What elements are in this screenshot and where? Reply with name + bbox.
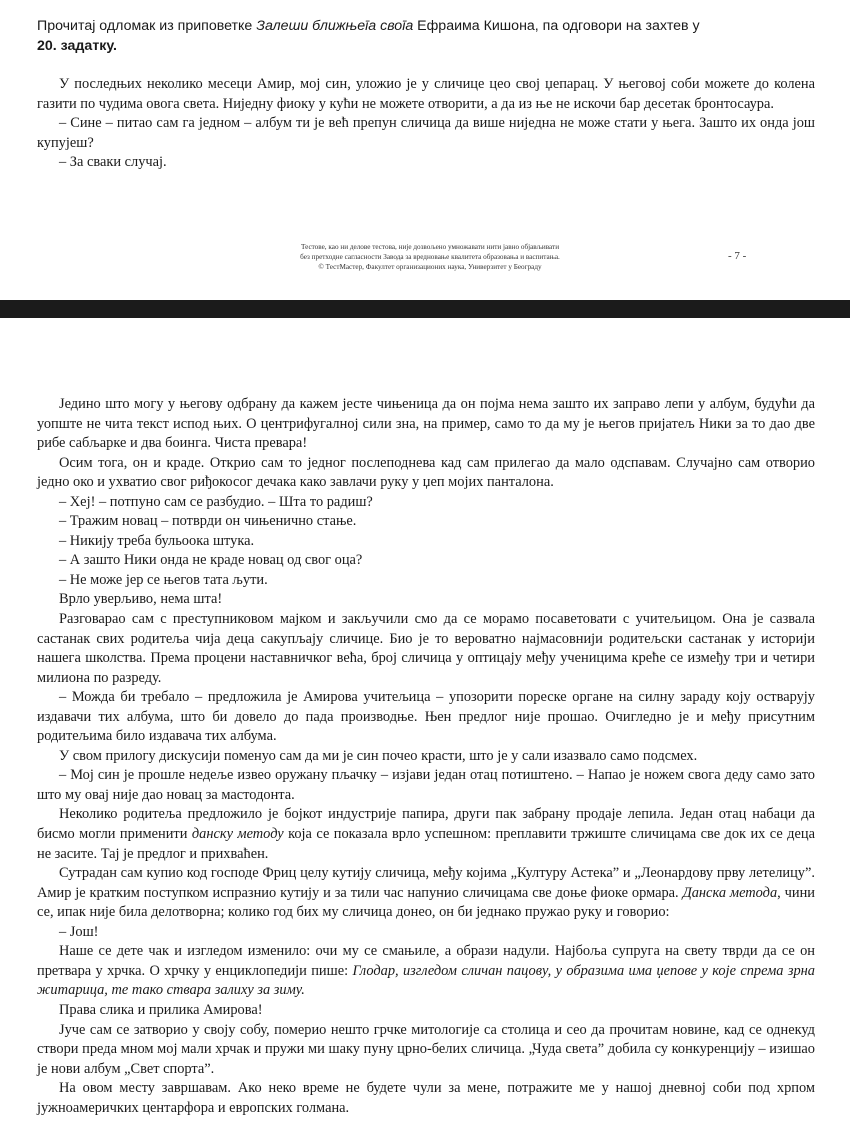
page-number: - 7 - (728, 250, 747, 262)
dialogue-line: – Још! (59, 923, 99, 940)
paragraph: Врло уверљиво, нема шта! (59, 591, 223, 608)
paragraph: У свом прилогу дискусији поменуо сам да ми је син почео красти, што је у сали изазвало само подсмех. (59, 747, 698, 764)
dialogue-line: – Тражим новац – потврди он чињенично стање. (59, 513, 357, 530)
footer-line: © ТестМастер, Факултет организационих наука, Универзитет у Београду (318, 263, 542, 271)
paragraph: Права слика и прилика Амирова! (59, 1001, 263, 1018)
italic-text: Данска метода (682, 884, 778, 901)
paragraph: – Можда би требало – предложила је Амирова учитељица – упозорити пореске органе на силну зараду коју остварују издавачи тих албума, што би довело до пада производње. Њен предлог није прошао. Очигледно је и међу присутним родитељима било издавача тих албума. (37, 689, 815, 745)
paragraph: Разговарао сам с преступниковом мајком и закључили смо да се морамо посаветовати с учитељицом. Она је сазвала састанак свих родитеља чија деца сакупљају сличице. Био је то вероватно најмасовнији родитељски састанак у историји нашега школства. Према процени наставничког већа, број сличица у оптицају међу ученицима креће се између три и четири милиона по разреду. (37, 611, 815, 686)
paragraph: Јуче сам се затворио у своју собу, померио нешто грчке митологије са столица и сео да прочитам новине, кад се однекуд створи преда мном мој мали хрчак и пружи ми шаку пуну црно-белих сличица. „Чуда света” добила су конкуренцију – изишао је нови албум „Свет спорта”. (37, 1021, 815, 1077)
page-divider (0, 300, 850, 318)
paragraph (37, 805, 815, 864)
italic-text: данску методу (191, 826, 284, 843)
dialogue-line: – Хеј! – потпуно сам се разбудио. – Шта то радиш? (59, 493, 373, 510)
instruction-text-end: Ефраима Кишона, па одговори на захтев у (413, 18, 700, 34)
text-run: Неколико родитеља предложило је бојкот индустрије папира, други пак забрану продаје лепила. Један отац набаци да бисмо могли применити (37, 806, 815, 843)
paragraph: На овом месту завршавам. Ако неко време не будете чули за мене, потражите ме у нашој дневној соби под хрпом јужноамеричких центарфора и европских голмана. (37, 1080, 815, 1116)
footer-line: без претходне сагласности Завода за вредновање квалитета образовања и васпитања. (300, 253, 560, 261)
text-run: Сутрадан сам купио код господе Фриц целу кутију сличица, међу којима „Културу Астека” и „Леонардову прву летелицу”. Амир је кратким поступком испразнио кутију и за тили час напунио сличицама све доње фиоке ормара. (37, 865, 815, 901)
paragraph: Осим тога, он и краде. Открио сам то једног послеподнева кад сам прилегао да мало одспавам. Случајно сам отворио једно око и ухватио свог риђокосог дечака како завлачи руку у џеп мојих панталона. (37, 454, 815, 491)
dialogue-line: – А зашто Ники онда не краде новац од свог оца? (59, 552, 363, 569)
instruction-text: Прочитај одломак из приповетке (37, 18, 257, 34)
task-instruction (37, 16, 757, 56)
paragraph: – Мој син је прошле недеље извео оружану пљачку – изјави један отац потиштено. – Напао је ножем свога деду само зато што му овај није дао новац за мастодонта. (37, 767, 815, 803)
text-run: , чини се, ипак није била делотворна; колико год бих му сличица донео, он би једнако пружао руку и говорио: (37, 884, 815, 921)
story-title: Залеши ближњеīа своīа (256, 18, 414, 34)
paragraph (37, 942, 815, 1001)
excerpt-part-2 (37, 395, 815, 1118)
paragraph: У последњих неколико месеци Амир, мој син, уложио је у сличице цео свој џепарац. У његовој соби можете до колена газити по чудима овога света. Ниједну фиоку у кући не можете отворити, а да из ње не искочи бар десетак бронтосаура. (37, 76, 815, 112)
italic-text: Глодар, изгледом сличан пацову, у образима има џепове у које спрема зрна житарица, те тако ствара залиху за зиму. (37, 962, 816, 999)
dialogue-line: – Не може јер се његов тата љути. (59, 571, 268, 588)
dialogue-line: – Никију треба бульоока штука. (59, 532, 255, 549)
dialogue-line: – Сине – питао сам га једном – албум ти је већ препун сличица да више ниједна не може стати у њега. Зашто их онда још купујеш? (37, 115, 815, 151)
text-run: Наше се дете чак и изгледом изменило: очи му се смањиле, а образи надули. Најбоља супруга на свету тврди да се он претвара у хрчка. О хрчку у енциклопедији пише: (37, 943, 815, 979)
footer-line: Тестове, као ни делове тестова, није дозвољено умножавати нити јавно објављивати (300, 243, 560, 251)
dialogue-line: – За сваки случај. (59, 154, 167, 171)
page-7 (0, 0, 850, 300)
excerpt-part-1 (37, 75, 815, 173)
task-reference: 20. задатку. (37, 38, 117, 54)
page-footer (200, 242, 660, 272)
text-run: која се показала врло успешном: преплавити тржиште сличицама све док их се деца не засите. Тај је предлог и прихваћен. (37, 826, 815, 862)
paragraph (37, 864, 815, 923)
paragraph: Једино што могу у његову одбрану да кажем јесте чињеница да он појма нема зашто их заправо лепи у албум, будући да уопште не чита текст испод њих. О центрифугалној сили зна, на пример, само то да му је његов пријатељ Ники за то дао две рибе сабљарке и два боинга. Чиста превара! (37, 396, 815, 452)
